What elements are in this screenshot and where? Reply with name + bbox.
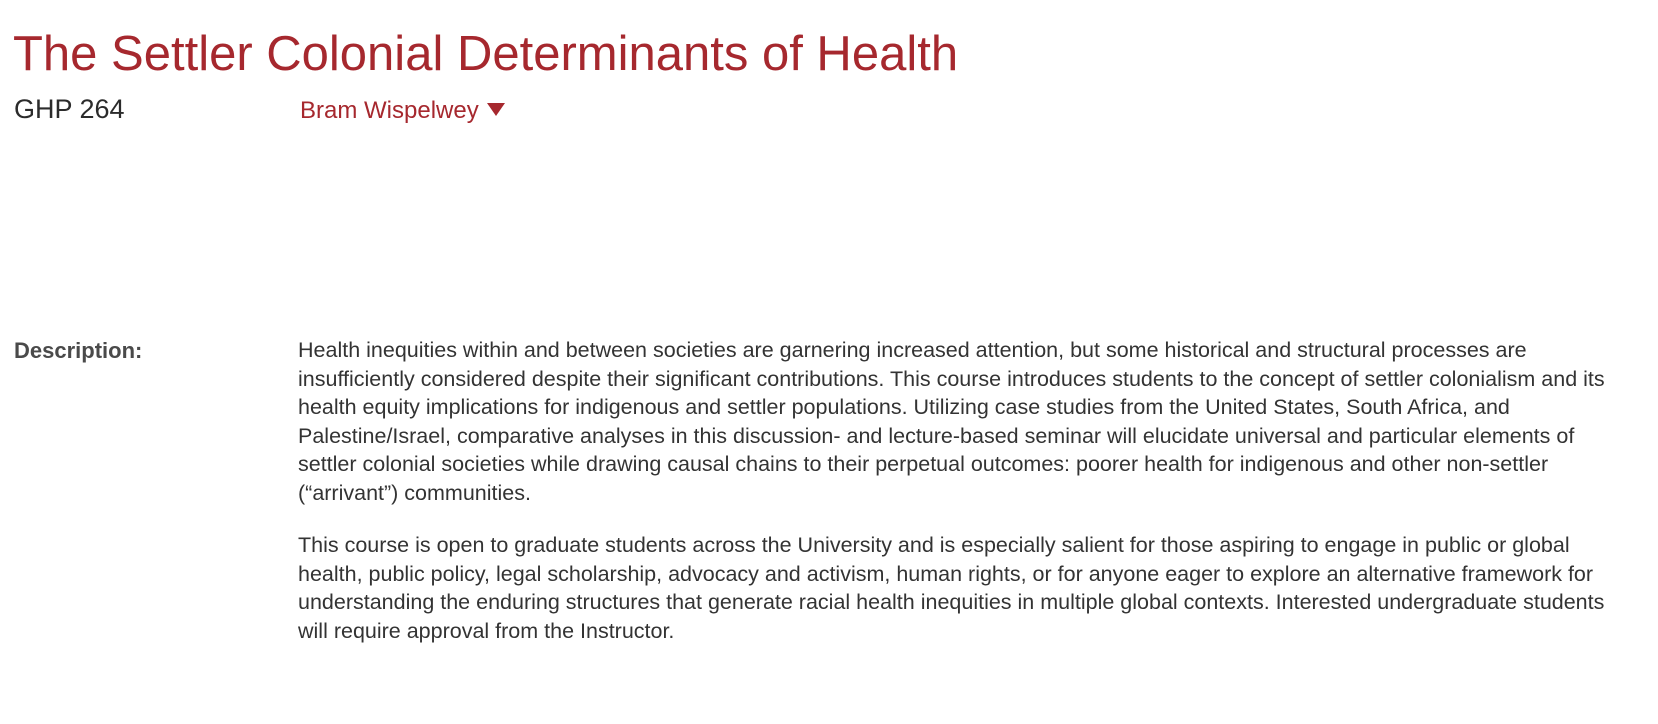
instructor-name[interactable]: Bram Wispelwey — [300, 97, 479, 124]
description-paragraph: This course is open to graduate students across the University and is especially salient for those aspiring to engage in public or global health, public policy, legal scholarship, advocacy and activism, human rights, or for anyone eager to explore an alternative framework for understanding the enduring structures that generate racial health inequities in multiple global contexts. Interested undergraduate students will require approval from the Instructor. — [298, 533, 1605, 643]
description-paragraph: Health inequities within and between societies are garnering increased attention, but some historical and structural processes are insufficiently considered despite their significant contributions. This course introduces students to the concept of settler colonialism and its health equity implications for indigenous and settler populations. Utilizing case studies from the United States, South Africa, and Palestine/Israel, comparative analyses in this discussion- and lecture-based seminar will elucidate universal and particular elements of settler colonial societies while drawing causal chains to their perpetual outcomes: poorer health for indigenous and other non-settler (“arrivant”) communities. — [298, 338, 1605, 505]
caret-down-icon[interactable] — [487, 103, 505, 116]
course-title: The Settler Colonial Determinants of Health — [13, 27, 959, 81]
description-body — [298, 336, 1638, 669]
description-label: Description: — [14, 338, 143, 363]
instructor-dropdown[interactable] — [300, 97, 505, 126]
course-code: GHP 264 — [14, 94, 125, 124]
